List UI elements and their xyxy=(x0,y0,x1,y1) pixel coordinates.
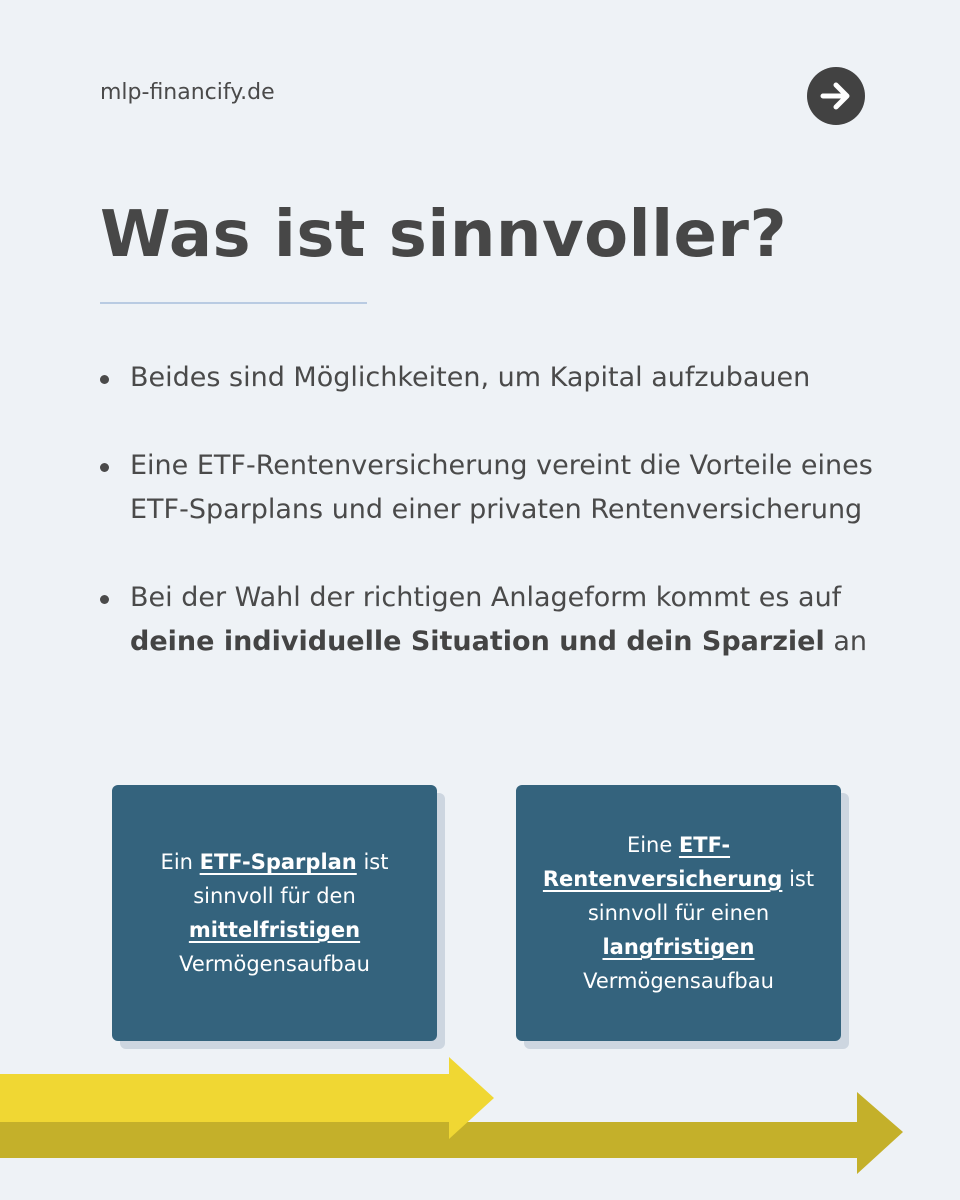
card-term: mittelfristigen xyxy=(188,918,361,942)
bullet-list xyxy=(100,356,880,708)
title-divider xyxy=(100,302,367,304)
arrow-right-icon xyxy=(819,79,853,113)
card-etf-rentenversicherung: Eine ETF-Rentenversicherung ist sinnvoll für einen langfristigen Vermögensaufbau xyxy=(516,785,841,1041)
bullet-item: Beides sind Möglichkeiten, um Kapital aufzubauen xyxy=(100,356,880,400)
page-title: Was ist sinnvoller? xyxy=(100,198,788,272)
timeline-arrows xyxy=(0,1050,960,1180)
bullet-item: Bei der Wahl der richtigen Anlageform kommt es auf deine individuelle Situation und dein Sparziel an xyxy=(100,576,880,664)
site-url: mlp-financify.de xyxy=(100,80,275,105)
bullet-item: Eine ETF-Rentenversicherung vereint die Vorteile eines ETF-Sparplans und einer privaten Rentenversicherung xyxy=(100,444,880,532)
next-button[interactable] xyxy=(807,67,865,125)
card-product: ETF-Rentenversicherung xyxy=(542,833,783,891)
card-term: langfristigen xyxy=(602,935,755,959)
card-etf-sparplan: Ein ETF-Sparplan ist sinnvoll für den mittelfristigen Vermögensaufbau xyxy=(112,785,437,1041)
bullet-emphasis: deine individuelle Situation und dein Sparziel xyxy=(130,626,825,657)
card-product: ETF-Sparplan xyxy=(199,850,357,874)
